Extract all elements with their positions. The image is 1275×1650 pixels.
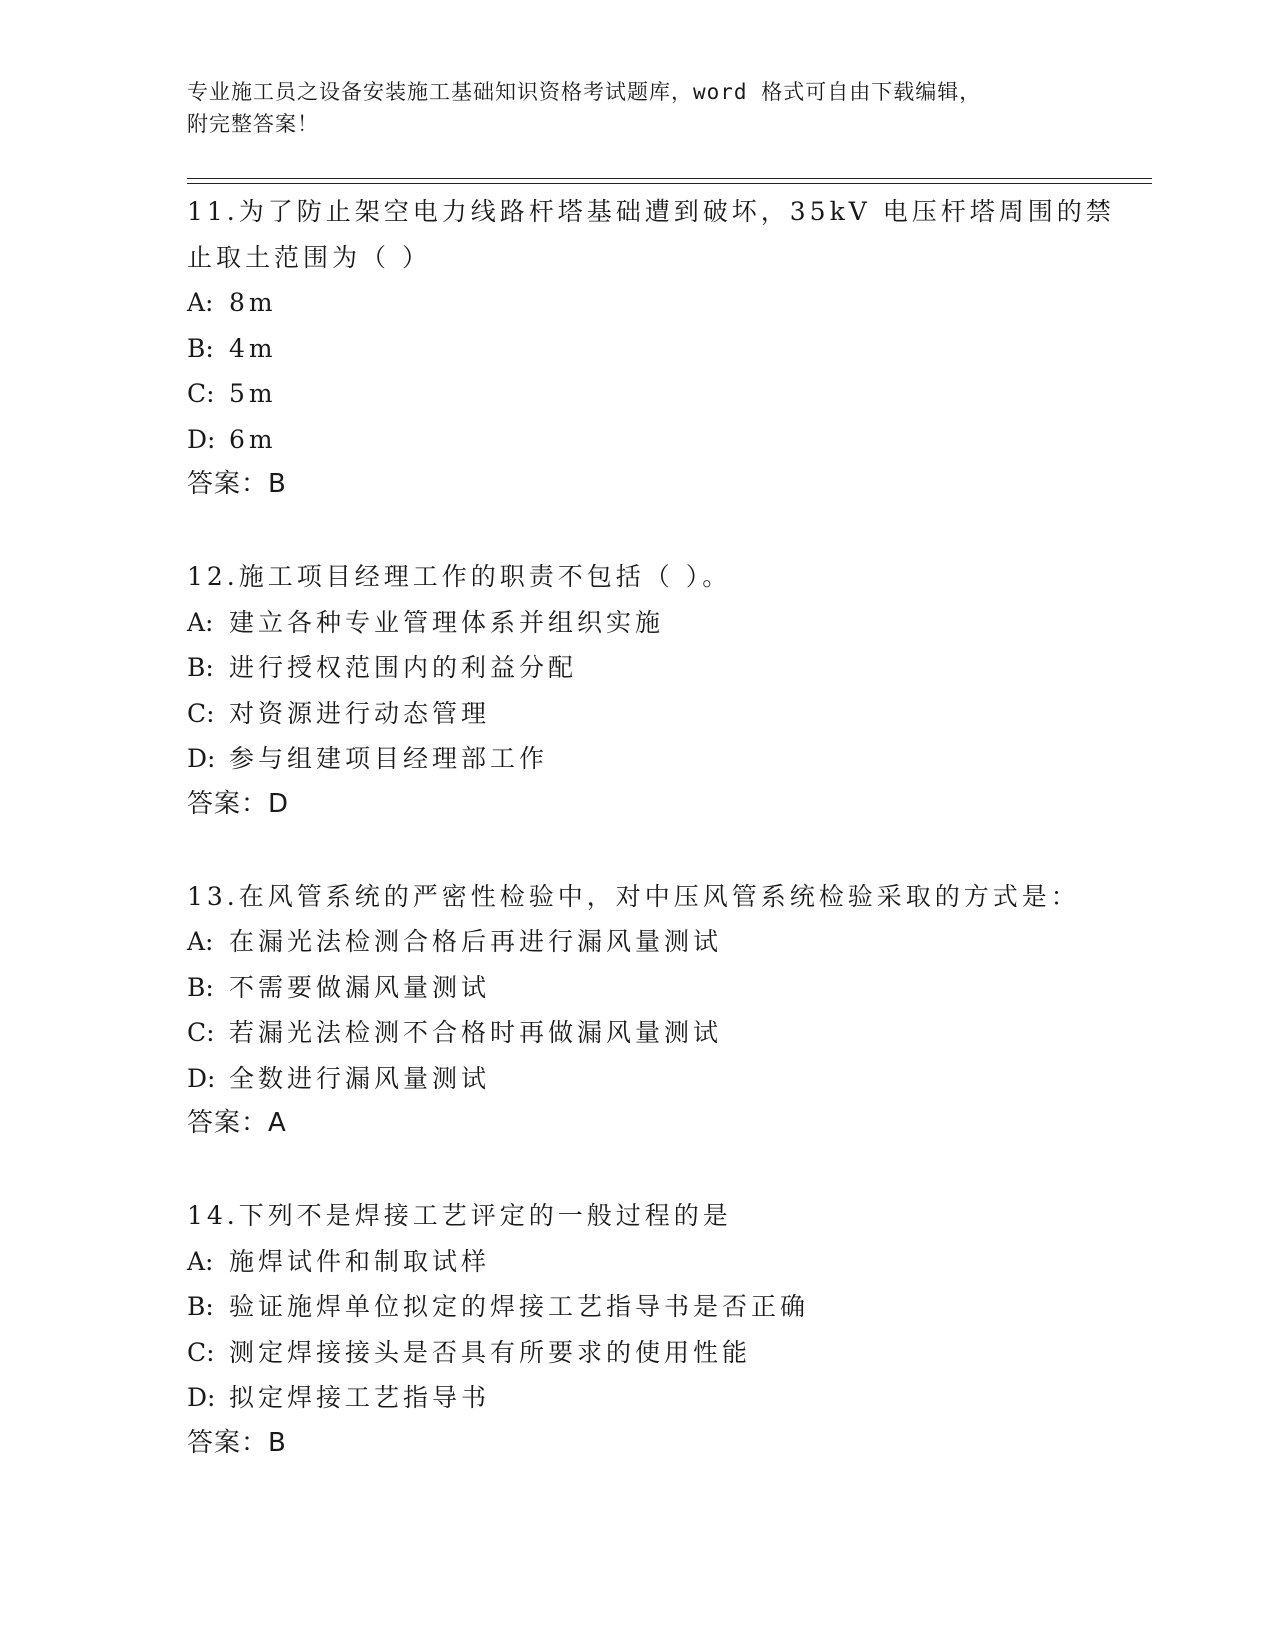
option-text: 在漏光法检测合格后再进行漏风量测试 (229, 927, 723, 956)
option-letter: C: (187, 1337, 215, 1367)
option-text: 8m (229, 288, 277, 317)
option-letter: D: (187, 744, 216, 773)
option-letter: C: (187, 698, 215, 728)
option-text: 建立各种专业管理体系并组织实施 (229, 607, 665, 637)
option-b (187, 326, 1152, 372)
option-letter: D: (187, 1063, 216, 1093)
option-d (187, 736, 1152, 782)
option-text: 拟定焊接工艺指导书 (229, 1383, 491, 1412)
option-letter: B: (187, 333, 214, 363)
option-letter: D: (187, 1383, 216, 1412)
option-text: 进行授权范围内的利益分配 (229, 653, 578, 682)
option-text: 测定焊接接头是否具有所要求的使用性能 (229, 1337, 752, 1367)
question-stem-line: 13.在风管系统的严密性检验中，对中压风管系统检验采取的方式是： (187, 881, 1080, 911)
option-c (187, 371, 1152, 417)
option-c (187, 1330, 1152, 1376)
option-d (187, 1375, 1152, 1421)
header-divider-bottom (187, 183, 1152, 184)
header-line-2: 附完整答案！ (187, 112, 319, 136)
option-text: 施焊试件和制取试样 (229, 1246, 491, 1276)
question-14 (187, 1193, 1152, 1465)
option-a (187, 919, 1152, 965)
option-letter: D: (187, 424, 216, 454)
option-d (187, 1056, 1152, 1102)
option-letter: C: (187, 1018, 215, 1047)
option-d (187, 417, 1152, 463)
answer-line: 答案：B (187, 1427, 287, 1458)
question-stem-line: 12.施工项目经理工作的职责不包括（ ）。 (187, 562, 732, 591)
answer-line: 答案：B (187, 469, 287, 499)
document-header (187, 76, 1087, 140)
option-letter: A: (187, 607, 214, 637)
header-line-1: 专业施工员之设备安装施工基础知识资格考试题库，word 格式可自由下载编辑， (187, 80, 982, 104)
option-c (187, 1010, 1152, 1056)
option-letter: B: (187, 653, 214, 682)
answer-line: 答案：A (187, 1108, 287, 1138)
option-a (187, 600, 1152, 646)
question-stem (187, 1193, 1152, 1239)
option-b (187, 1284, 1152, 1330)
option-letter: A: (187, 288, 214, 317)
option-text: 不需要做漏风量测试 (229, 972, 491, 1002)
option-b (187, 645, 1152, 691)
question-13 (187, 874, 1152, 1146)
option-letter: A: (187, 1246, 214, 1276)
option-c (187, 691, 1152, 737)
option-a (187, 1239, 1152, 1285)
option-letter: B: (187, 1292, 214, 1321)
option-text: 验证施焊单位拟定的焊接工艺指导书是否正确 (229, 1292, 810, 1321)
option-letter: C: (187, 379, 215, 408)
question-stem (187, 554, 1152, 600)
option-text: 4m (229, 333, 277, 363)
question-stem (187, 874, 1152, 920)
option-text: 全数进行漏风量测试 (229, 1063, 491, 1093)
option-b (187, 965, 1152, 1011)
header-divider-top (187, 178, 1152, 179)
option-text: 若漏光法检测不合格时再做漏风量测试 (229, 1018, 723, 1047)
answer-line: 答案：D (187, 788, 290, 819)
option-text: 参与组建项目经理部工作 (229, 744, 549, 773)
question-stem-line: 止取土范围为（ ） (187, 242, 431, 272)
option-letter: B: (187, 972, 214, 1002)
option-text: 5m (229, 379, 277, 408)
question-stem-line: 11.为了防止架空电力线路杆塔基础遭到破坏，35kV 电压杆塔周围的禁 (187, 197, 1115, 226)
question-stem (187, 189, 1152, 280)
question-12 (187, 554, 1152, 826)
question-list (187, 189, 1152, 1513)
option-text: 6m (229, 424, 277, 454)
option-text: 对资源进行动态管理 (229, 698, 491, 728)
option-letter: A: (187, 927, 214, 956)
option-a (187, 280, 1152, 326)
question-stem-line: 14.下列不是焊接工艺评定的一般过程的是 (187, 1201, 732, 1230)
question-11 (187, 189, 1152, 506)
